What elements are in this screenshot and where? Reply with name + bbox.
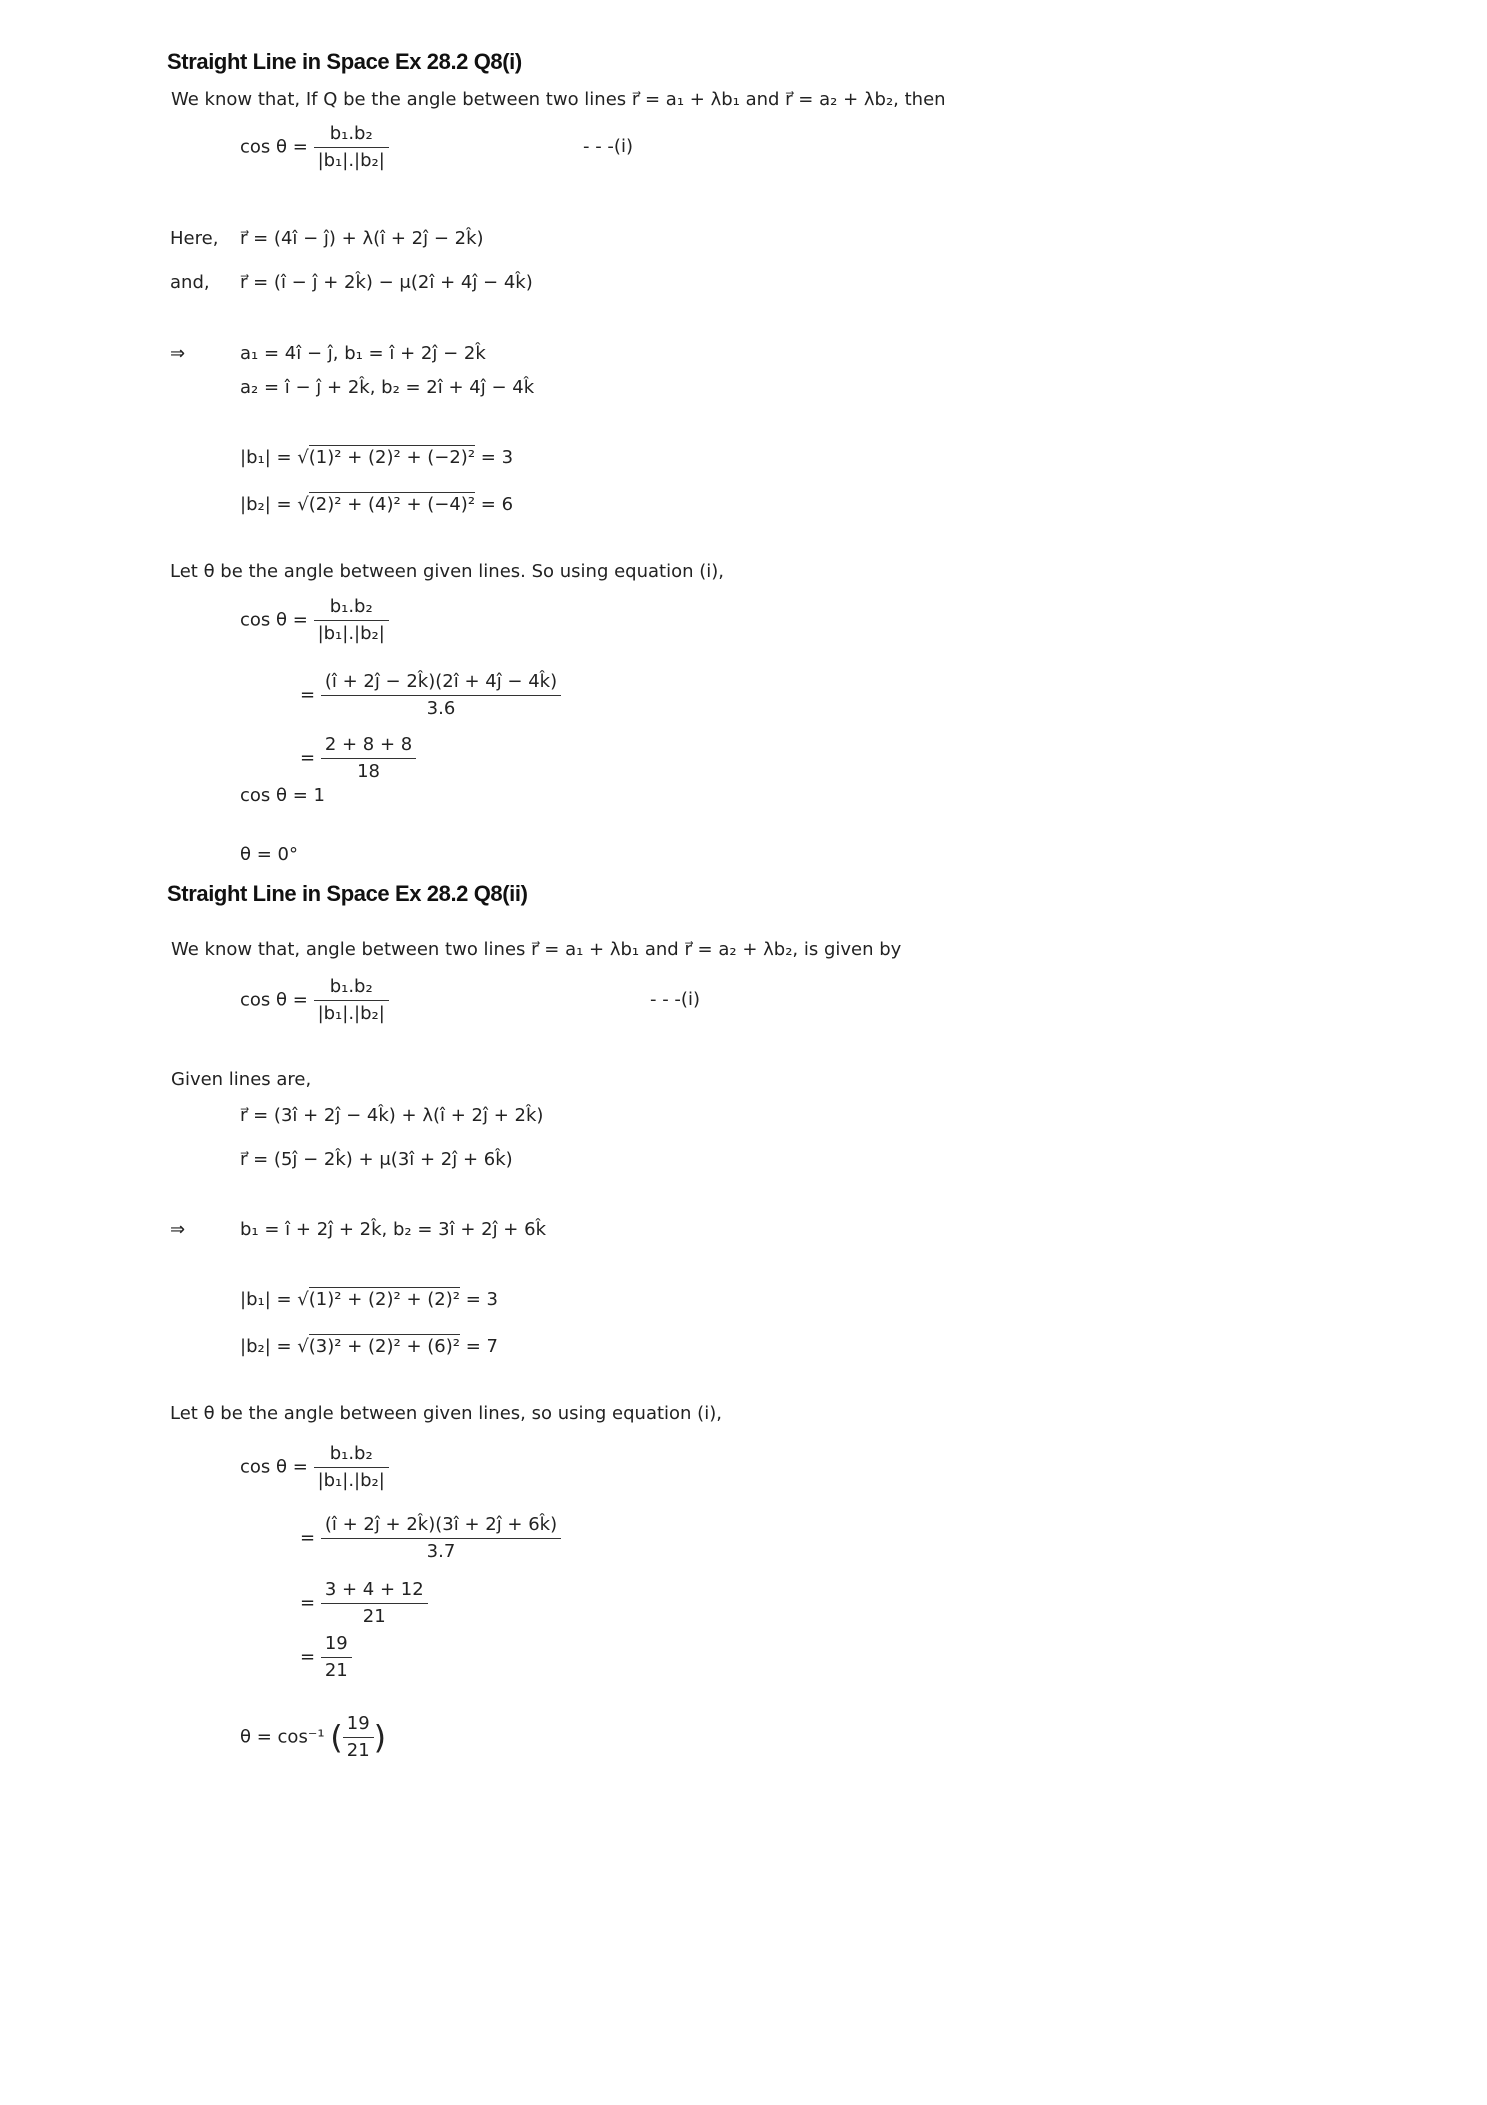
implies-symbol: ⇒ bbox=[170, 1219, 186, 1240]
step-denominator: 3.7 bbox=[426, 1541, 456, 1562]
formula-numerator: b₁.b₂ bbox=[314, 1442, 389, 1468]
result-numerator: 19 bbox=[343, 1712, 374, 1738]
magnitude-b2 bbox=[240, 493, 513, 517]
radicand: (2)² + (4)² + (−4)² bbox=[308, 494, 476, 515]
given-lines-label: Given lines are, bbox=[171, 1069, 312, 1090]
cos-lhs: cos θ = bbox=[240, 989, 308, 1011]
step-numerator: 2 + 8 + 8 bbox=[321, 733, 416, 759]
step-denominator: 18 bbox=[357, 761, 380, 782]
formula-fraction bbox=[314, 975, 389, 1026]
cos-theta-result: cos θ = 1 bbox=[240, 785, 325, 806]
let-theta-text: Let θ be the angle between given lines. So using equation (i), bbox=[170, 561, 725, 582]
mag-lhs: |b₂| = √ bbox=[240, 494, 309, 515]
line-equation-1: r⃗ = (3î + 2ĵ − 4k̂) + λ(î + 2ĵ + 2k̂) bbox=[240, 1105, 544, 1126]
formula-numerator: b₁.b₂ bbox=[314, 975, 389, 1001]
formula-denominator: |b₁|.|b₂| bbox=[317, 1003, 385, 1024]
mag-lhs: |b₂| = √ bbox=[240, 1336, 309, 1357]
paren-close: ) bbox=[373, 1718, 387, 1757]
step-denominator: 21 bbox=[324, 1660, 348, 1681]
substitution-step bbox=[300, 1513, 561, 1564]
equals-sign: = bbox=[300, 747, 316, 769]
formula-denominator: |b₁|.|b₂| bbox=[317, 150, 385, 171]
mag-lhs: |b₁| = √ bbox=[240, 447, 309, 468]
implies-symbol: ⇒ bbox=[170, 343, 186, 364]
a1-b1-vectors: a₁ = 4î − ĵ, b₁ = î + 2ĵ − 2k̂ bbox=[240, 343, 486, 364]
mag-lhs: |b₁| = √ bbox=[240, 1289, 309, 1310]
step-fraction bbox=[321, 1513, 561, 1564]
here-label: Here, bbox=[170, 228, 219, 249]
step-numerator: (î + 2ĵ − 2k̂)(2î + 4ĵ − 4k̂) bbox=[321, 670, 561, 696]
mag-value: = 3 bbox=[465, 1289, 498, 1310]
formula-numerator: b₁.b₂ bbox=[314, 122, 389, 148]
magnitude-b2 bbox=[240, 1335, 498, 1359]
equals-sign: = bbox=[300, 1592, 316, 1614]
equals-sign: = bbox=[300, 684, 316, 706]
step-numerator: 19 bbox=[321, 1632, 352, 1658]
formula-fraction bbox=[314, 122, 389, 173]
cos-lhs: cos θ = bbox=[240, 136, 308, 158]
radicand: (3)² + (2)² + (6)² bbox=[308, 1336, 460, 1357]
mag-value: = 7 bbox=[465, 1336, 498, 1357]
result-fraction bbox=[343, 1712, 374, 1763]
magnitude-b1 bbox=[240, 1288, 498, 1312]
cos-formula-step bbox=[240, 595, 389, 646]
sum-step bbox=[300, 1578, 428, 1629]
paren-open: ( bbox=[330, 1718, 343, 1757]
b1-b2-vectors: b₁ = î + 2ĵ + 2k̂, b₂ = 3î + 2ĵ + 6k̂ bbox=[240, 1219, 546, 1240]
line-equation-1: r⃗ = (4î − ĵ) + λ(î + 2ĵ − 2k̂) bbox=[240, 228, 484, 249]
cos-lhs: cos θ = bbox=[240, 1456, 308, 1478]
equals-sign: = bbox=[300, 1646, 316, 1668]
intro-text: We know that, If Q be the angle between two lines r⃗ = a₁ + λb₁ and r⃗ = a₂ + λb₂, then bbox=[171, 89, 946, 110]
radicand: (1)² + (2)² + (−2)² bbox=[308, 447, 476, 468]
intro-text: We know that, angle between two lines r⃗ = a₁ + λb₁ and r⃗ = a₂ + λb₂, is given by bbox=[171, 939, 902, 960]
step-denominator: 3.6 bbox=[426, 698, 456, 719]
cos-formula bbox=[240, 122, 389, 173]
substitution-step bbox=[300, 670, 561, 721]
theta-result: θ = 0° bbox=[240, 844, 298, 865]
a2-b2-vectors: a₂ = î − ĵ + 2k̂, b₂ = 2î + 4ĵ − 4k̂ bbox=[240, 377, 535, 398]
equation-ref: - - -(i) bbox=[583, 136, 633, 157]
step-fraction bbox=[321, 670, 561, 721]
cos-lhs: cos θ = bbox=[240, 609, 308, 631]
formula-fraction bbox=[314, 1442, 389, 1493]
step-fraction bbox=[321, 1632, 352, 1683]
fraction-step bbox=[300, 1632, 352, 1683]
theta-result bbox=[240, 1712, 386, 1763]
theta-lhs: θ = cos⁻¹ bbox=[240, 1726, 325, 1748]
line-equation-2: r⃗ = (5ĵ − 2k̂) + μ(3î + 2ĵ + 6k̂) bbox=[240, 1149, 513, 1170]
heading-q8-ii: Straight Line in Space Ex 28.2 Q8(ii) bbox=[167, 881, 528, 906]
result-denominator: 21 bbox=[346, 1740, 370, 1761]
cos-formula-step bbox=[240, 1442, 389, 1493]
step-fraction bbox=[321, 733, 416, 784]
formula-denominator: |b₁|.|b₂| bbox=[317, 623, 385, 644]
cos-formula bbox=[240, 975, 389, 1026]
let-theta-text: Let θ be the angle between given lines, so using equation (i), bbox=[170, 1403, 722, 1424]
mag-value: = 3 bbox=[480, 447, 514, 468]
equals-sign: = bbox=[300, 1527, 316, 1549]
sum-step bbox=[300, 733, 416, 784]
step-numerator: 3 + 4 + 12 bbox=[321, 1578, 428, 1604]
step-numerator: (î + 2ĵ + 2k̂)(3î + 2ĵ + 6k̂) bbox=[321, 1513, 561, 1539]
radicand: (1)² + (2)² + (2)² bbox=[308, 1289, 460, 1310]
heading-q8-i: Straight Line in Space Ex 28.2 Q8(i) bbox=[167, 49, 522, 74]
line-equation-2: r⃗ = (î − ĵ + 2k̂) − μ(2î + 4ĵ − 4k̂) bbox=[240, 272, 533, 293]
mag-value: = 6 bbox=[480, 494, 514, 515]
step-denominator: 21 bbox=[362, 1606, 386, 1627]
step-fraction bbox=[321, 1578, 428, 1629]
and-label: and, bbox=[170, 272, 210, 293]
formula-numerator: b₁.b₂ bbox=[314, 595, 389, 621]
equation-ref: - - -(i) bbox=[650, 989, 700, 1010]
formula-fraction bbox=[314, 595, 389, 646]
formula-denominator: |b₁|.|b₂| bbox=[317, 1470, 385, 1491]
magnitude-b1 bbox=[240, 446, 513, 470]
